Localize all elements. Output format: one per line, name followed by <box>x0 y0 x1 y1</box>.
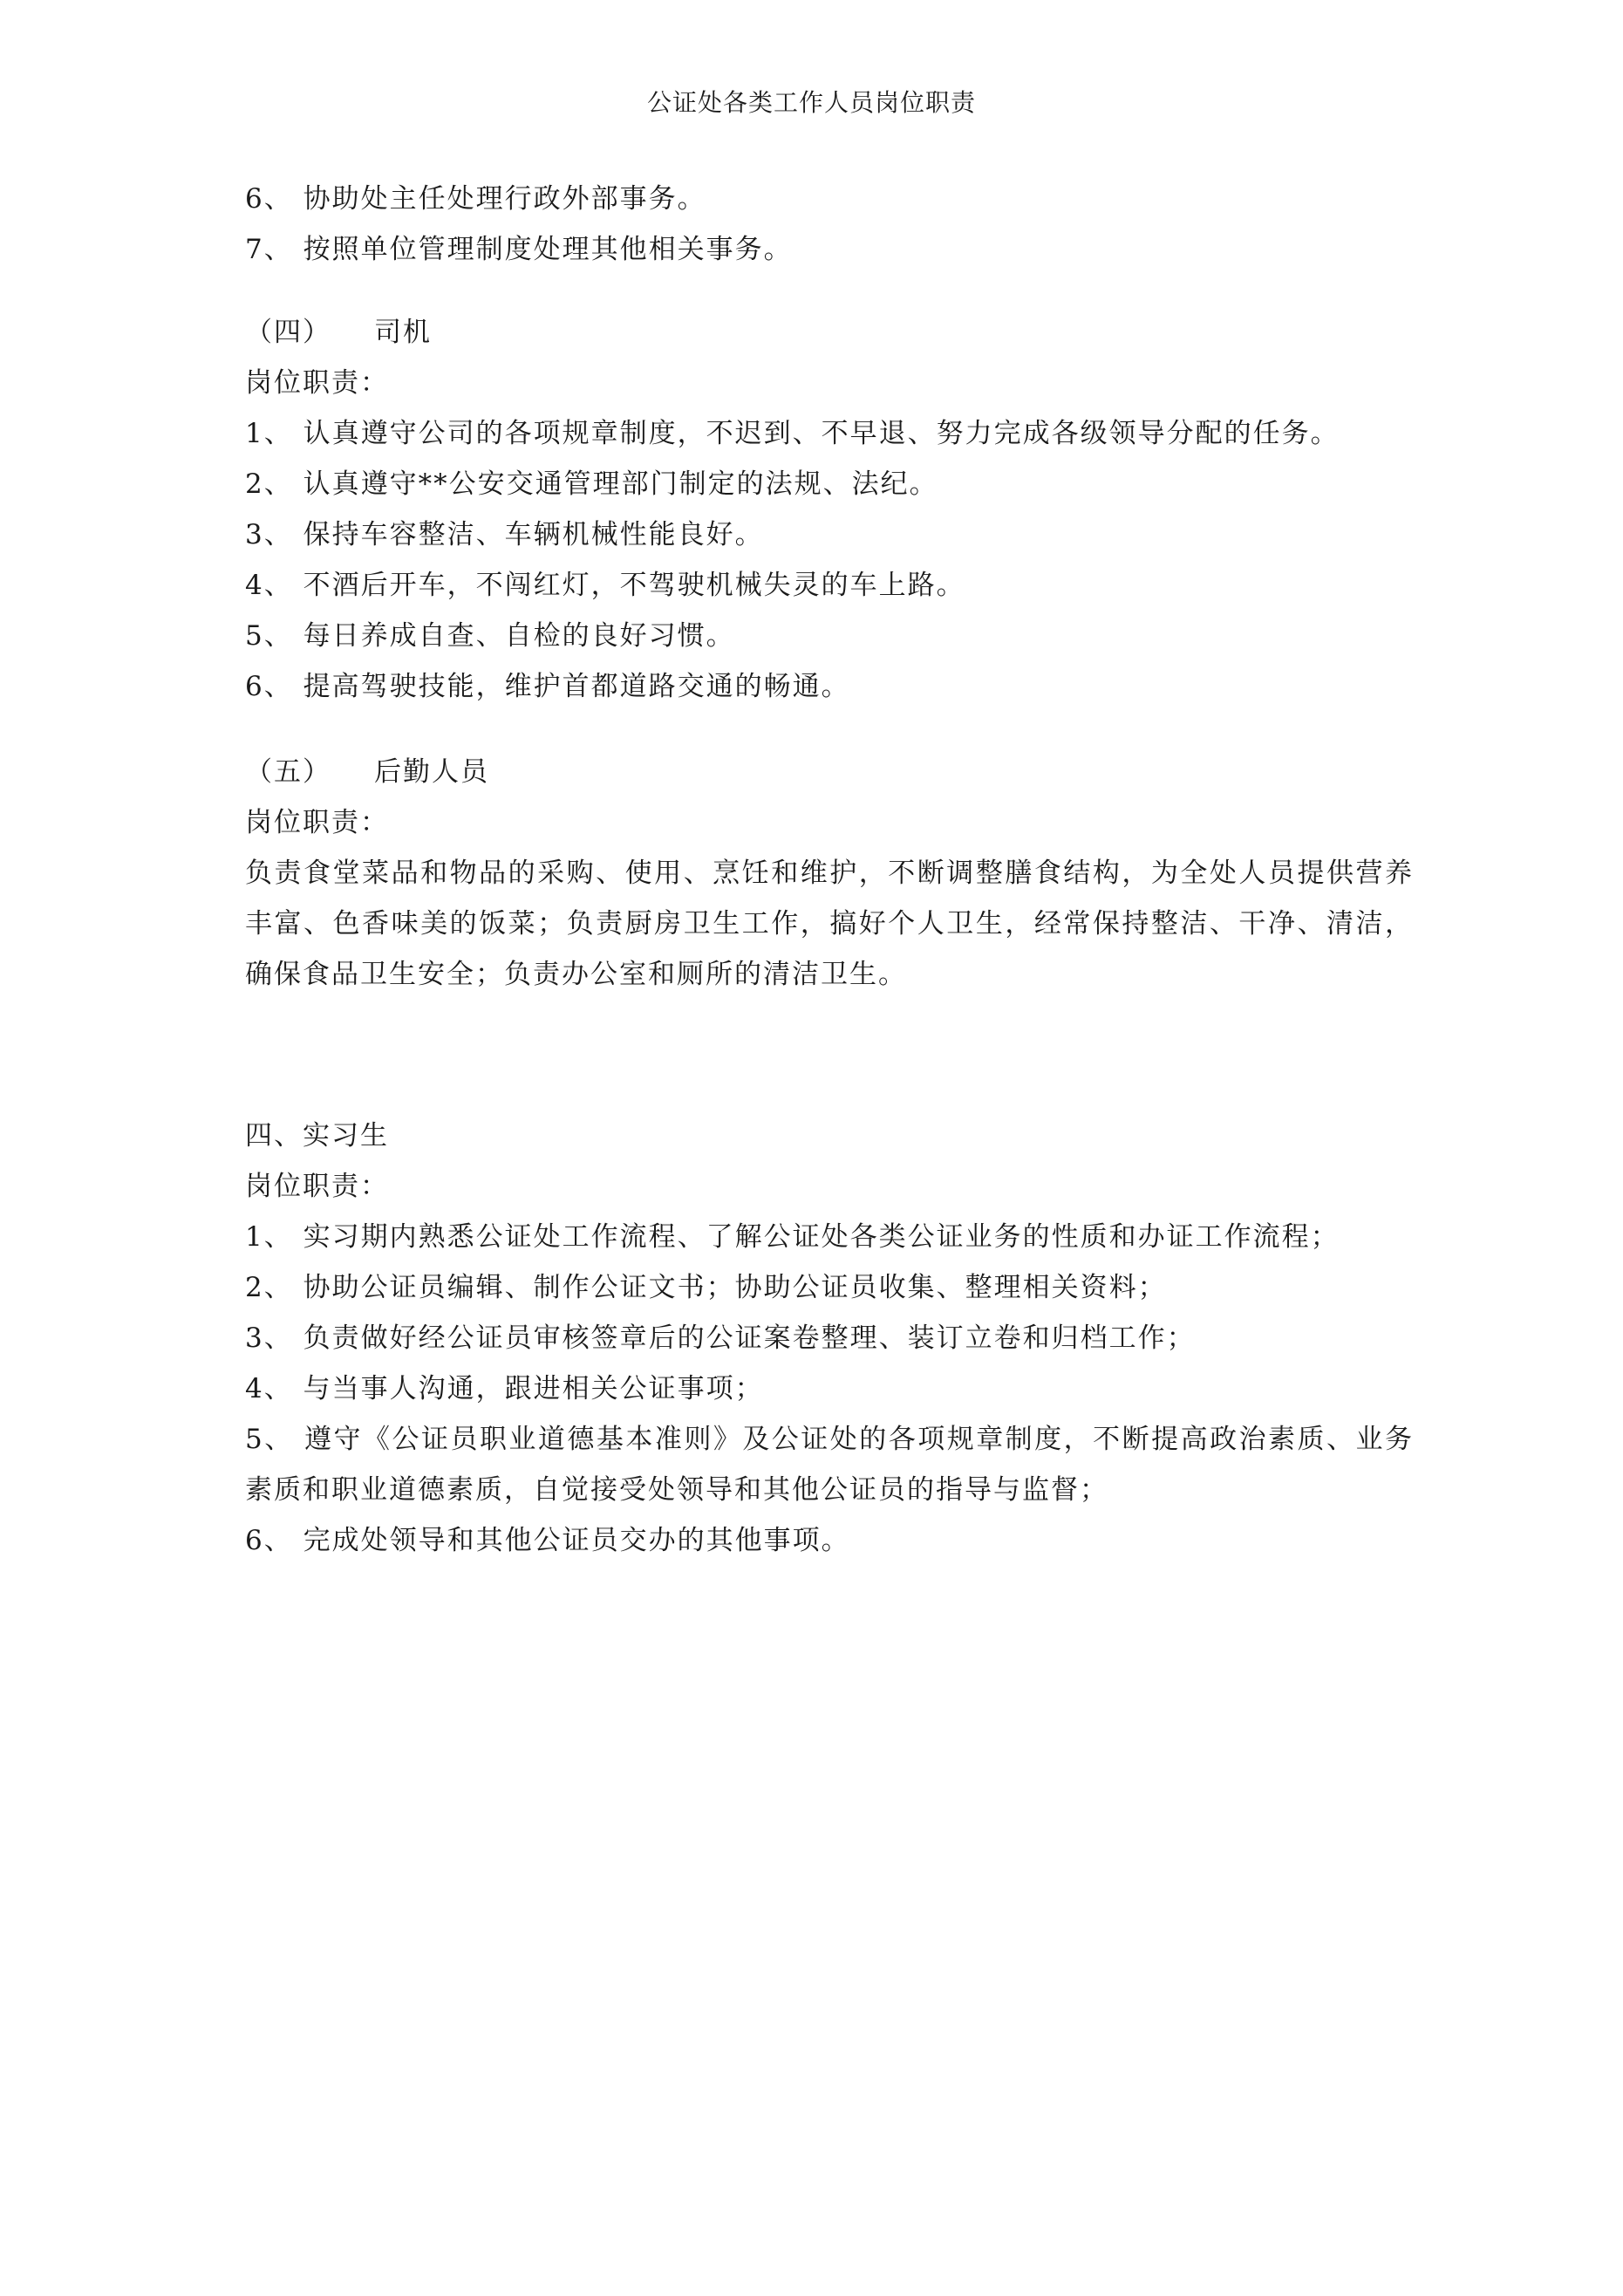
section-number: （五） <box>245 756 331 788</box>
list-item: 5、 遵守《公证员职业道德基本准则》及公证处的各项规章制度，不断提高政治素质、业务素质和职业道德素质，自觉接受处领导和其他公证员的指导与监督； <box>245 1424 1414 1506</box>
list-item: 6、 提高驾驶技能，维护首都道路交通的畅通。 <box>245 671 850 702</box>
section-number: （四） <box>245 317 331 348</box>
list-item: 2、 认真遵守**公安交通管理部门制定的法规、法纪。 <box>245 468 938 500</box>
list-item: 1、 认真遵守公司的各项规章制度，不迟到、不早退、努力完成各级领导分配的任务。 <box>245 418 1340 449</box>
duty-label: 岗位职责： <box>245 1171 389 1202</box>
list-item: 6、 完成处领导和其他公证员交办的其他事项。 <box>245 1525 850 1556</box>
section-logistics <box>245 747 1414 1000</box>
list-item: 5、 每日养成自查、自检的良好习惯。 <box>245 620 735 652</box>
list-item: 6、 协助处主任处理行政外部事务。 <box>245 183 706 215</box>
list-item: 2、 协助公证员编辑、制作公证文书；协助公证员收集、整理相关资料； <box>245 1272 1167 1303</box>
section-driver <box>245 307 1414 712</box>
top-items <box>245 174 1414 275</box>
list-item: 3、 负责做好经公证员审核签章后的公证案卷整理、装订立卷和归档工作； <box>245 1322 1196 1354</box>
section-title: 四、实习生 <box>245 1120 389 1151</box>
section-heading <box>245 747 1414 797</box>
duty-label: 岗位职责： <box>245 367 389 399</box>
list-item: 4、 不酒后开车，不闯红灯，不驾驶机械失灵的车上路。 <box>245 570 965 601</box>
list-item: 7、 按照单位管理制度处理其他相关事务。 <box>245 234 793 265</box>
section-title: 后勤人员 <box>374 756 489 788</box>
section-heading <box>245 307 1414 358</box>
list-item: 3、 保持车容整洁、车辆机械性能良好。 <box>245 519 764 550</box>
section-intern <box>245 1110 1414 1566</box>
duty-paragraph: 负责食堂菜品和物品的采购、使用、烹饪和维护，不断调整膳食结构，为全处人员提供营养丰富、色香味美的饭菜；负责厨房卫生工作，搞好个人卫生，经常保持整洁、干净、清洁，确保食品卫生安全；负责办公室和厕所的清洁卫生。 <box>245 858 1414 990</box>
list-item: 1、 实习期内熟悉公证处工作流程、了解公证处各类公证业务的性质和办证工作流程； <box>245 1221 1340 1253</box>
duty-label: 岗位职责： <box>245 807 389 838</box>
page-header: 公证处各类工作人员岗位职责 <box>646 88 976 117</box>
section-title: 司机 <box>374 317 432 348</box>
list-item: 4、 与当事人沟通，跟进相关公证事项； <box>245 1373 764 1404</box>
